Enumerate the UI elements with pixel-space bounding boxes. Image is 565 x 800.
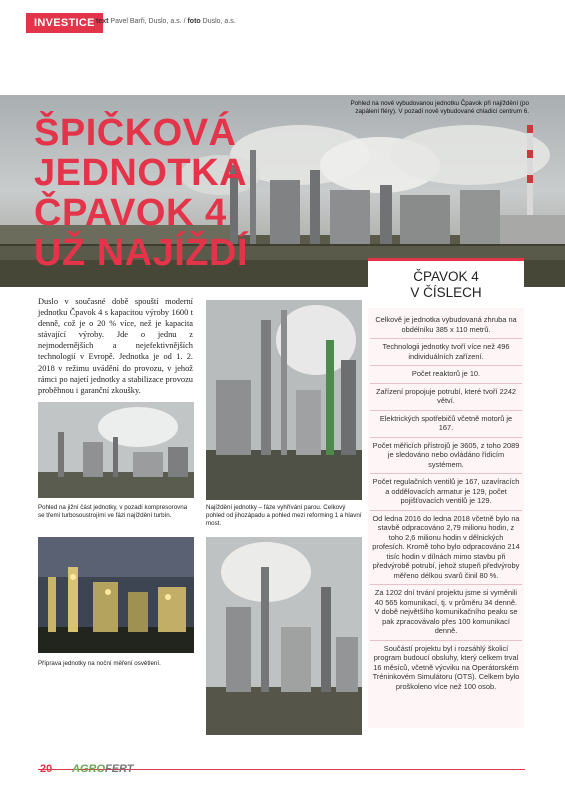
credits [96,18,236,25]
credits-text-author: Pavel Barři, Duslo, a.s. [110,18,182,25]
logo-part-2: FERT [105,763,134,775]
intro-paragraph: Duslo v současné době spouští moderní jednotku Čpavok 4 s kapacitou výroby 1600 t denně, což je o 20 % více, než je kapacita stávající výroby. Jde o jednu z nejmodernějších a nejefektivnějších technologií v Evropě. Jednotka je od 1. 2. 2018 v režimu uvádění do provozu, v jehož rámci po najetí jednotky a stabilizace provozu proběhnou i garanční zkoušky. [38,297,193,395]
fact-item: Počet měřicích přístrojů je 3605, z toho 2089 je sledováno nebo ovládáno řídicím systémem. [370,438,522,475]
fact-item: Za 1202 dní trvání projektu jsme si vyměnili 40 565 komunikací, tj. v průměru 34 denně. V době největšího komunikačního peaku se pak zpracovávalo přes 100 komunikací denně. [370,585,522,641]
title-line-4: UŽ NAJÍŽDÍ [34,232,248,274]
fact-item: Od ledna 2016 do ledna 2018 včetně bylo na stavbě odpracováno 2,79 milionu hodin, z toho 2,6 milionu hodin v dělnických profesích. Kromě toho bylo odpracováno 214 tisíc hodin v dílnách mimo stavbu při předvýrobě potrubí, jehož stupeň předvýroby měřeno délkou svarů činil 80 %. [370,511,522,586]
caption-startup: Najíždění jednotky – fáze vyhřívání parou. Celkový pohled od jihozápadu a pohled mezi reforming 1 a hlavní most. [206,504,362,527]
photo-plant-detail [206,537,362,735]
fact-item: Počet regulačních ventilů je 167, uzavíracích a oddělovacích armatur je 129, počet pojišťovacích ventilů je 129. [370,474,522,511]
credits-photo-author: Duslo, a.s. [202,18,236,25]
facts-list [370,312,522,695]
section-tag: INVESTICE [26,13,103,33]
agrofert-logo [72,763,134,775]
credits-text-label: text [96,18,109,25]
photo-startup [206,300,362,500]
photo-south-illustration [38,402,194,498]
fact-item: Technologii jednotky tvoří více než 496 individuálních zařízení. [370,339,522,366]
hero-caption: Pohled na nově vybudovanou jednotku Čpavok při najíždění (po zapálení fléry). V pozadí nově vybudované chladicí centrum 6. [350,100,529,115]
photo-night [38,537,194,653]
title-line-2: JEDNOTKA [34,152,248,194]
fact-item: Počet reaktorů je 10. [370,366,522,384]
facts-sidebar-header [368,258,524,308]
photo-startup-illustration [206,300,362,500]
fact-item: Zařízení propojuje potrubí, které tvoří 2242 větví. [370,384,522,411]
sidebar-title-line-1: ČPAVOK 4 [413,269,479,284]
logo-part-1: AGRO [72,763,105,775]
fact-item: Celkově je jednotka vybudovaná zhruba na obdélníku 385 x 110 metrů. [370,312,522,339]
title-line-1: ŠPIČKOVÁ [34,112,237,154]
title-line-3: ČPAVOK 4 [34,192,227,234]
credits-photo-label: foto [187,18,201,25]
credits-separator: / [183,18,186,25]
fact-item: Elektrických spotřebičů včetně motorů je 167. [370,411,522,438]
photo-night-illustration [38,537,194,653]
caption-south-part: Pohled na jižní část jednotky, v pozadí kompresorovna se třemi turbosoustrojími ve fázi najíždění turbín. [38,504,188,519]
caption-night: Příprava jednotky na noční měření osvětlení. [38,660,161,667]
fact-item: Součástí projektu byl i rozsáhlý školicí program budoucí obsluhy, který celkem trval 16 měsíců, včetně výcviku na Operátorském Tréninkovém Simulátoru (OTS). Celkem bylo proškoleno více než 100 osob. [372,643,520,691]
article-title [34,113,248,273]
sidebar-title-line-2: V ČÍSLECH [410,285,482,300]
photo-plant-detail-illustration [206,537,362,735]
page-number: 20 [40,763,53,775]
photo-south-part [38,402,194,498]
